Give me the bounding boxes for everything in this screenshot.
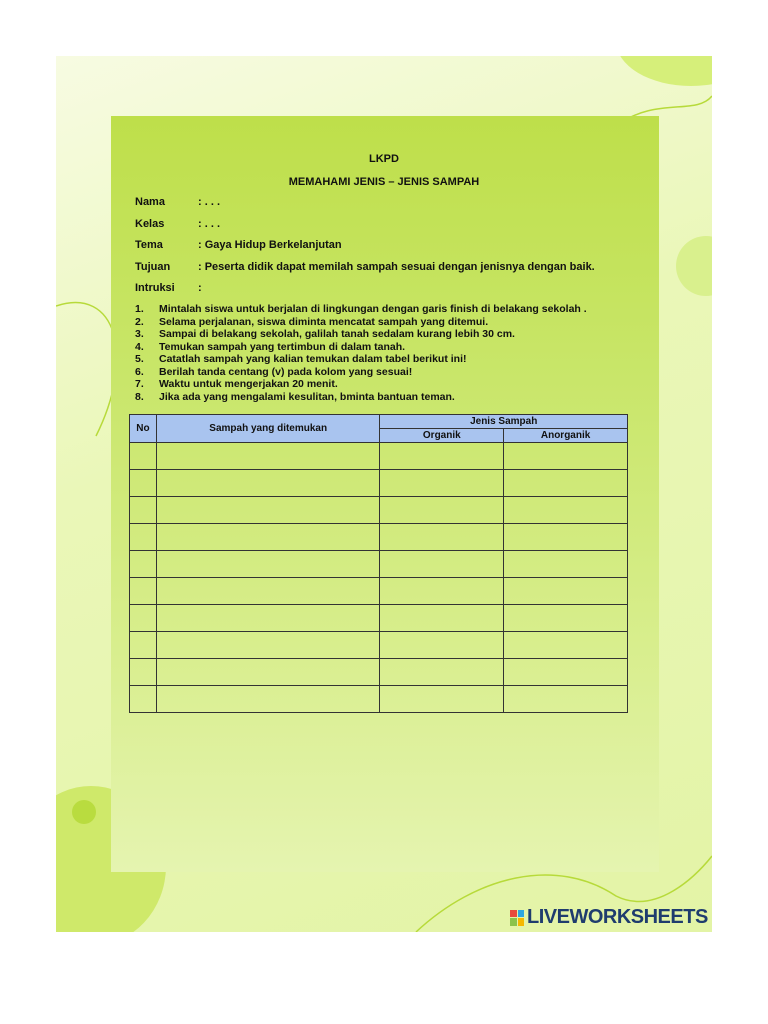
cell-no[interactable] (130, 551, 157, 578)
cell-no[interactable] (130, 632, 157, 659)
instruction-list (135, 303, 587, 403)
table-row (130, 551, 628, 578)
cell-no[interactable] (130, 659, 157, 686)
field-label-kelas: Kelas (135, 218, 165, 230)
cell-organik[interactable] (380, 605, 504, 632)
cell-sampah[interactable] (156, 578, 379, 605)
field-label-intruksi: Intruksi (135, 282, 175, 294)
logo-mark-square (510, 918, 517, 926)
header-sampah: Sampah yang ditemukan (156, 415, 379, 443)
table-row (130, 605, 628, 632)
cell-organik[interactable] (380, 632, 504, 659)
cell-organik[interactable] (380, 497, 504, 524)
field-value-tema: : Gaya Hidup Berkelanjutan (198, 239, 342, 251)
logo-mark-square (518, 910, 525, 918)
field-label-tema: Tema (135, 239, 163, 251)
cell-sampah[interactable] (156, 551, 379, 578)
table-row (130, 632, 628, 659)
cell-anorganik[interactable] (504, 524, 628, 551)
cell-no[interactable] (130, 443, 157, 470)
logo-mark-square (510, 910, 517, 918)
cell-anorganik[interactable] (504, 470, 628, 497)
table-row (130, 578, 628, 605)
page-title: LKPD (369, 153, 399, 165)
logo-text: LIVEWORKSHEETS (527, 906, 708, 928)
cell-no[interactable] (130, 470, 157, 497)
cell-sampah[interactable] (156, 470, 379, 497)
liveworksheets-logo (510, 906, 708, 929)
cell-sampah[interactable] (156, 443, 379, 470)
cell-anorganik[interactable] (504, 632, 628, 659)
field-value-kelas[interactable]: : . . . (198, 218, 220, 230)
cell-sampah[interactable] (156, 659, 379, 686)
cell-sampah[interactable] (156, 605, 379, 632)
logo-mark-icon (510, 910, 524, 926)
cell-anorganik[interactable] (504, 578, 628, 605)
cell-anorganik[interactable] (504, 551, 628, 578)
header-no: No (130, 415, 157, 443)
instruction-item: 7. Waktu untuk mengerjakan 20 menit. (135, 378, 338, 390)
field-value-tujuan: : Peserta didik dapat memilah sampah sesuai dengan jenisnya dengan baik. (198, 261, 595, 273)
field-label-tujuan: Tujuan (135, 261, 171, 273)
cell-organik[interactable] (380, 551, 504, 578)
table-row (130, 659, 628, 686)
header-jenis-sampah: Jenis Sampah (380, 415, 628, 429)
cell-anorganik[interactable] (504, 659, 628, 686)
cell-organik[interactable] (380, 443, 504, 470)
cell-organik[interactable] (380, 686, 504, 713)
instruction-item: 5. Catatlah sampah yang kalian temukan dalam tabel berikut ini! (135, 353, 467, 365)
cell-anorganik[interactable] (504, 605, 628, 632)
cell-organik[interactable] (380, 524, 504, 551)
cell-no[interactable] (130, 605, 157, 632)
cell-no[interactable] (130, 686, 157, 713)
header-organik: Organik (380, 429, 504, 443)
field-value-intruksi: : (198, 282, 202, 294)
page-subtitle: MEMAHAMI JENIS – JENIS SAMPAH (288, 176, 480, 188)
cell-sampah[interactable] (156, 497, 379, 524)
instruction-item: 8. Jika ada yang mengalami kesulitan, bminta bantuan teman. (135, 390, 455, 403)
instruction-item: 3. Sampai di belakang sekolah, galilah tanah sedalam kurang lebih 30 cm. (135, 328, 515, 340)
instruction-item: 6. Berilah tanda centang (v) pada kolom yang sesuai! (135, 365, 413, 378)
instruction-item: 1. Mintalah siswa untuk berjalan di lingkungan dengan garis finish di belakang sekolah . (135, 303, 587, 315)
instruction-item: 4. Temukan sampah yang tertimbun di dalam tanah. (135, 340, 406, 353)
cell-sampah[interactable] (156, 524, 379, 551)
instruction-item: 2. Selama perjalanan, siswa diminta mencatat sampah yang ditemui. (135, 315, 489, 328)
cell-sampah[interactable] (156, 632, 379, 659)
header-anorganik: Anorganik (504, 429, 628, 443)
table-row (130, 470, 628, 497)
table-body (130, 443, 628, 713)
cell-organik[interactable] (380, 470, 504, 497)
field-label-nama: Nama (135, 196, 165, 208)
table-row (130, 524, 628, 551)
field-value-nama[interactable]: : . . . (198, 196, 220, 208)
cell-anorganik[interactable] (504, 443, 628, 470)
cell-organik[interactable] (380, 659, 504, 686)
cell-sampah[interactable] (156, 686, 379, 713)
table-row (130, 686, 628, 713)
cell-no[interactable] (130, 578, 157, 605)
cell-anorganik[interactable] (504, 497, 628, 524)
waste-table (129, 414, 628, 713)
table-row (130, 497, 628, 524)
cell-no[interactable] (130, 524, 157, 551)
table-row (130, 443, 628, 470)
logo-mark-square (518, 918, 525, 926)
cell-anorganik[interactable] (504, 686, 628, 713)
cell-no[interactable] (130, 497, 157, 524)
cell-organik[interactable] (380, 578, 504, 605)
